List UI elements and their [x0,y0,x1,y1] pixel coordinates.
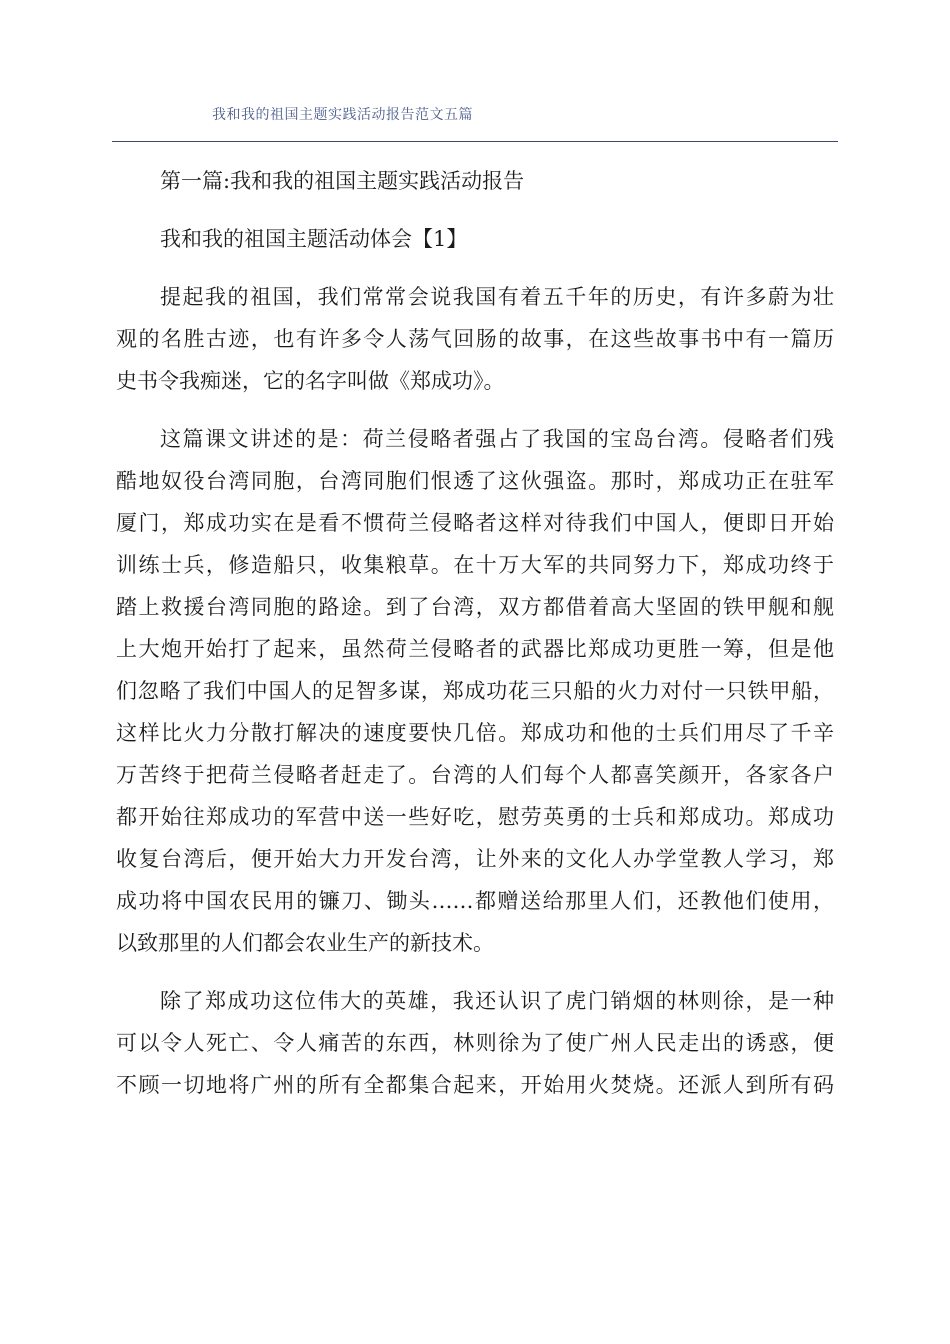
paragraph-line: 们忽略了我们中国人的足智多谋，郑成功花三只船的火力对付一只铁甲船， [116,679,834,703]
document-body [116,160,834,1122]
paragraph-2 [116,418,834,964]
paragraph-line: 成功将中国农民用的镰刀、锄头……都赠送给那里人们，还教他们使用， [116,889,834,913]
running-header-title: 我和我的祖国主题实践活动报告范文五篇 [212,107,473,123]
paragraph-line: 都开始往郑成功的军营中送一些好吃，慰劳英勇的士兵和郑成功。郑成功 [116,805,834,829]
paragraph-3 [116,980,834,1106]
paragraph-line: 史书令我痴迷，它的名字叫做《郑成功》。 [116,369,505,393]
paragraph-line: 可以令人死亡、令人痛苦的东西，林则徐为了使广州人民走出的诱惑，便 [116,1031,834,1055]
paragraph-line: 提起我的祖国，我们常常会说我国有着五千年的历史，有许多蔚为壮 [160,285,834,309]
paragraph-line: 以致那里的人们都会农业生产的新技术。 [116,931,494,955]
paragraph-line: 上大炮开始打了起来，虽然荷兰侵略者的武器比郑成功更胜一筹，但是他 [116,637,834,661]
header-divider [112,141,838,142]
section-heading: 第一篇:我和我的祖国主题实践活动报告 [160,169,525,193]
paragraph-line: 这样比火力分散打解决的速度要快几倍。郑成功和他的士兵们用尽了千辛 [116,721,834,745]
paragraph-line: 酷地奴役台湾同胞，台湾同胞们恨透了这伙强盗。那时，郑成功正在驻军 [116,469,834,493]
paragraph-line: 除了郑成功这位伟大的英雄，我还认识了虎门销烟的林则徐，是一种 [160,989,834,1013]
paragraph-line: 训练士兵，修造船只，收集粮草。在十万大军的共同努力下，郑成功终于 [116,553,834,577]
paragraph-1 [116,276,834,402]
paragraph-line: 观的名胜古迹，也有许多令人荡气回肠的故事，在这些故事书中有一篇历 [116,327,834,351]
paragraph-line: 收复台湾后，便开始大力开发台湾，让外来的文化人办学堂教人学习，郑 [116,847,834,871]
paragraph-line: 这篇课文讲述的是：荷兰侵略者强占了我国的宝岛台湾。侵略者们残 [160,427,834,451]
paragraph-line: 不顾一切地将广州的所有全都集合起来，开始用火焚烧。还派人到所有码 [116,1073,834,1097]
paragraph-line: 踏上救援台湾同胞的路途。到了台湾，双方都借着高大坚固的铁甲舰和舰 [116,595,834,619]
paragraph-line: 万苦终于把荷兰侵略者赶走了。台湾的人们每个人都喜笑颜开，各家各户 [116,763,834,787]
paragraph-line: 厦门，郑成功实在是看不惯荷兰侵略者这样对待我们中国人，便即日开始 [116,511,834,535]
subsection-heading: 我和我的祖国主题活动体会【1】 [160,227,468,251]
